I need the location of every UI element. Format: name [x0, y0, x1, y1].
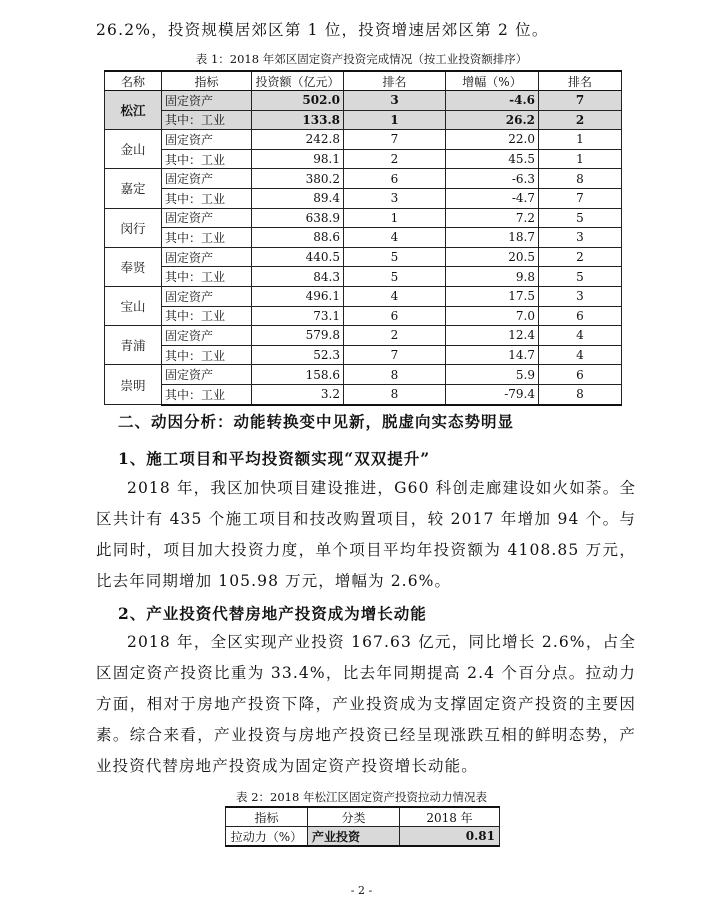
paragraph-1: 2018 年，我区加快项目建设推进，G60 科创走廊建设如火如荼。全区共计有 435 个施工项目和技改购置项目，较 2017 年增加 94 个。与此同时，项目加大投资力度，单个项目平均年投资额为 4108.85 万元，比去年同期增加 105.98 万元，增幅为 2.6%。 [96, 479, 636, 590]
section2-heading: 二、动因分析：动能转换变中见新，脱虚向实态势明显 [118, 412, 515, 431]
col-header-indicator: 指标 [162, 71, 252, 91]
cell-rank-growth: 1 [539, 149, 622, 169]
cell-amount: 73.1 [252, 306, 344, 326]
col-header-name: 名称 [105, 71, 162, 91]
cell-rank: 8 [344, 384, 446, 404]
cell-amount: 440.5 [252, 247, 344, 267]
cell-rank-growth: 5 [539, 267, 622, 287]
table-row [105, 208, 622, 228]
cell-amount: 98.1 [252, 149, 344, 169]
cell-indicator: 其中：工业 [162, 110, 252, 130]
cell-indicator: 固定资产 [162, 247, 252, 267]
cell-rank-growth: 3 [539, 228, 622, 248]
table-row [105, 345, 622, 365]
cell-rank: 6 [344, 306, 446, 326]
table2-header-row [226, 807, 500, 827]
cell-rank-growth: 8 [539, 169, 622, 189]
cell-amount: 88.6 [252, 228, 344, 248]
col-header-amount: 投资额（亿元） [252, 71, 344, 91]
cell-indicator: 其中：工业 [162, 188, 252, 208]
table2-row [226, 827, 500, 847]
cell-indicator: 固定资产 [162, 365, 252, 385]
table2-pull-effect [225, 806, 500, 847]
subheading-2: 2、产业投资代替房地产投资成为增长动能 [118, 604, 427, 623]
table-row [105, 149, 622, 169]
t2-header-indicator: 指标 [226, 807, 308, 827]
cell-amount: 380.2 [252, 169, 344, 189]
district-name: 松江 [105, 91, 162, 130]
cell-rank: 2 [344, 149, 446, 169]
cell-rank: 5 [344, 247, 446, 267]
cell-amount: 3.2 [252, 384, 344, 404]
t2-header-year: 2018 年 [400, 807, 500, 827]
cell-indicator: 其中：工业 [162, 345, 252, 365]
table-row [105, 130, 622, 150]
table-row [105, 365, 622, 385]
cell-indicator: 固定资产 [162, 208, 252, 228]
cell-rank-growth: 1 [539, 130, 622, 150]
cell-rank: 2 [344, 326, 446, 346]
cell-growth: 17.5 [446, 286, 539, 306]
cell-amount: 496.1 [252, 286, 344, 306]
cell-rank: 3 [344, 91, 446, 111]
table-row [105, 267, 622, 287]
cell-indicator: 其中：工业 [162, 149, 252, 169]
t2-cell-indicator: 拉动力（%） [226, 827, 308, 847]
cell-indicator: 固定资产 [162, 169, 252, 189]
table-row [105, 91, 622, 111]
cell-growth: 14.7 [446, 345, 539, 365]
cell-indicator: 固定资产 [162, 286, 252, 306]
cell-rank-growth: 5 [539, 208, 622, 228]
table-row [105, 228, 622, 248]
cell-rank-growth: 6 [539, 306, 622, 326]
district-name: 闵行 [105, 208, 162, 247]
cell-growth: 7.0 [446, 306, 539, 326]
cell-growth: -79.4 [446, 384, 539, 404]
col-header-rank-growth: 排名 [539, 71, 622, 91]
district-name: 崇明 [105, 365, 162, 405]
cell-amount: 502.0 [252, 91, 344, 111]
cell-rank: 3 [344, 188, 446, 208]
table1-caption: 表 1：2018 年郊区固定资产投资完成情况（按工业投资额排序） [195, 52, 528, 66]
cell-indicator: 其中：工业 [162, 267, 252, 287]
cell-growth: -4.7 [446, 188, 539, 208]
table-row [105, 326, 622, 346]
cell-growth: 12.4 [446, 326, 539, 346]
cell-amount: 89.4 [252, 188, 344, 208]
col-header-growth: 增幅（%） [446, 71, 539, 91]
cell-indicator: 其中：工业 [162, 228, 252, 248]
cell-growth: -6.3 [446, 169, 539, 189]
cell-rank: 5 [344, 267, 446, 287]
district-name: 嘉定 [105, 169, 162, 208]
cell-indicator: 其中：工业 [162, 306, 252, 326]
table-row [105, 247, 622, 267]
t2-cell-category: 产业投资 [308, 827, 400, 847]
cell-growth: 45.5 [446, 149, 539, 169]
table-row [105, 306, 622, 326]
cell-amount: 242.8 [252, 130, 344, 150]
intro-line: 26.2%，投资规模居郊区第 1 位，投资增速居郊区第 2 位。 [96, 21, 549, 39]
cell-rank: 4 [344, 228, 446, 248]
cell-growth: 20.5 [446, 247, 539, 267]
cell-rank-growth: 2 [539, 247, 622, 267]
table-row [105, 286, 622, 306]
cell-rank: 1 [344, 208, 446, 228]
cell-growth: -4.6 [446, 91, 539, 111]
cell-rank-growth: 3 [539, 286, 622, 306]
cell-amount: 133.8 [252, 110, 344, 130]
table1-investment-by-district [104, 70, 622, 406]
cell-amount: 158.6 [252, 365, 344, 385]
cell-growth: 22.0 [446, 130, 539, 150]
table-row [105, 110, 622, 130]
cell-growth: 7.2 [446, 208, 539, 228]
cell-indicator: 固定资产 [162, 130, 252, 150]
t2-header-category: 分类 [308, 807, 400, 827]
cell-rank: 8 [344, 365, 446, 385]
col-header-rank: 排名 [344, 71, 446, 91]
table-row [105, 384, 622, 404]
cell-amount: 52.3 [252, 345, 344, 365]
district-name: 宝山 [105, 286, 162, 325]
cell-rank: 4 [344, 286, 446, 306]
cell-amount: 84.3 [252, 267, 344, 287]
cell-rank-growth: 7 [539, 91, 622, 111]
table-row [105, 188, 622, 208]
cell-growth: 9.8 [446, 267, 539, 287]
cell-growth: 5.9 [446, 365, 539, 385]
cell-rank-growth: 2 [539, 110, 622, 130]
cell-growth: 26.2 [446, 110, 539, 130]
cell-indicator: 其中：工业 [162, 384, 252, 404]
cell-rank-growth: 6 [539, 365, 622, 385]
subheading-1: 1、施工项目和平均投资额实现“双双提升” [118, 449, 431, 468]
district-name: 奉贤 [105, 247, 162, 286]
paragraph-2: 2018 年，全区实现产业投资 167.63 亿元，同比增长 2.6%，占全区固定资产投资比重为 33.4%，比去年同期提高 2.4 个百分点。拉动力方面，相对于房地产投资下降，产业投资成为支撑固定资产投资的主要因素。综合来看，产业投资与房地产投资已经呈现涨跌互相的鲜明态势，产业投资代替房地产投资成为固定资产投资增长动能。 [96, 633, 636, 775]
table2-caption: 表 2：2018 年松江区固定资产投资拉动力情况表 [236, 790, 487, 804]
cell-amount: 579.8 [252, 326, 344, 346]
cell-rank-growth: 4 [539, 326, 622, 346]
cell-indicator: 固定资产 [162, 91, 252, 111]
district-name: 青浦 [105, 326, 162, 365]
cell-rank-growth: 7 [539, 188, 622, 208]
district-name: 金山 [105, 130, 162, 169]
cell-rank: 7 [344, 130, 446, 150]
cell-indicator: 固定资产 [162, 326, 252, 346]
table1-header-row [105, 71, 622, 91]
cell-rank: 1 [344, 110, 446, 130]
cell-rank-growth: 8 [539, 384, 622, 404]
cell-growth: 18.7 [446, 228, 539, 248]
cell-amount: 638.9 [252, 208, 344, 228]
cell-rank: 6 [344, 169, 446, 189]
table-row [105, 169, 622, 189]
page-number: - 2 - [350, 884, 373, 897]
t2-cell-value: 0.81 [400, 827, 500, 847]
cell-rank-growth: 4 [539, 345, 622, 365]
cell-rank: 7 [344, 345, 446, 365]
